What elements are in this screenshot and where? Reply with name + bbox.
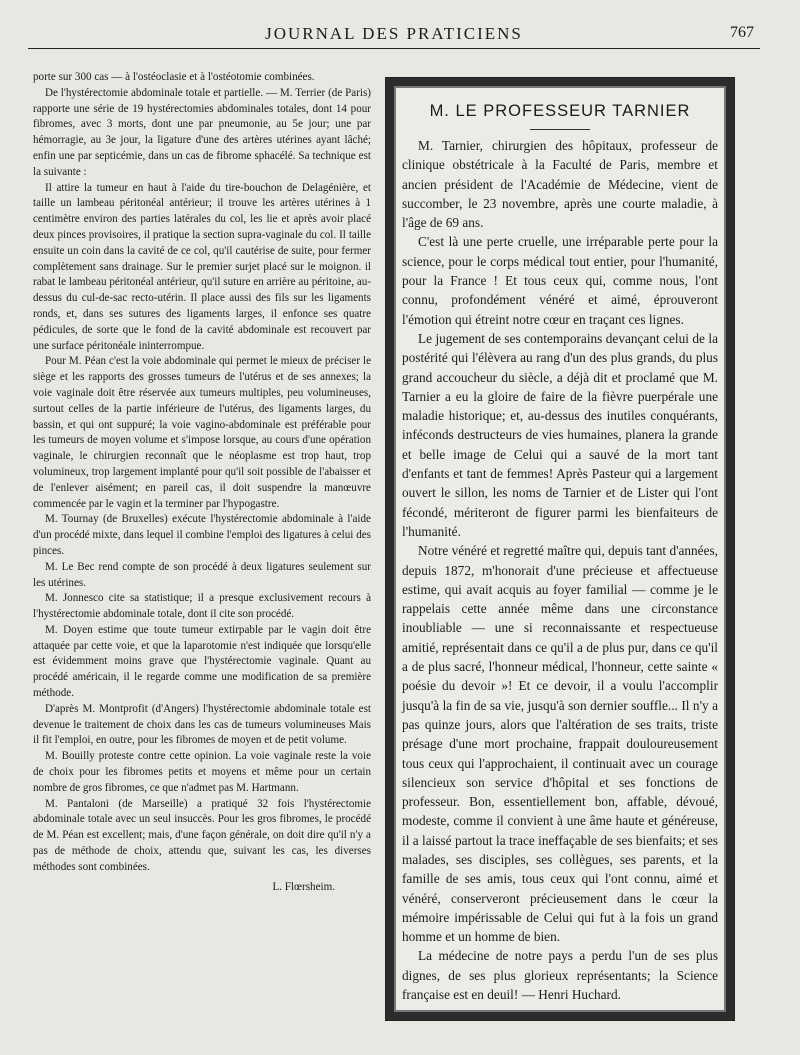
obituary-content xyxy=(402,92,718,1006)
article-paragraph: M. Doyen estime que toute tumeur extirpable par le vagin doit être attaquée par cette voie, et que la laparotomie n'est indiquée que lorsqu'elle est évidemment moins grave que l'hystérectomie vaginale. Quant au procédé américain, il le regarde comme une modification de sa première méthode. xyxy=(33,623,371,700)
article-paragraph: Pour M. Péan c'est la voie abdominale qui permet le mieux de préciser le siège et les rapports des grosses tumeurs de l'utérus et de ses annexes; la voie vaginale doit être réservée aux tumeurs multiples, peu volumineuses, surtout celles de la partie inférieure de l'utérus, des ligaments larges, du bassin, et qui ont suppuré; la voie vagino-abdominale est préférable pour les tumeurs de moyen volume et s'impose lorsque, au cours d'une opération vaginale, le chirurgien reconnaît que le néoplasme est trop haut, trop volumineux, trop largement implanté pour qu'il soit possible de l'abaisser et de l'enlever aisément; en pareil cas, il doit suspendre la manœuvre commencée par le vagin et la terminer par l'hypogastre. xyxy=(33,355,371,510)
obituary-paragraph: M. Tarnier, chirurgien des hôpitaux, professeur de clinique obstétricale à la Faculté de Paris, membre et ancien président de l'Académie de Médecine, vient de succomber, le 23 novembre, après une courte maladie, à l'âge de 69 ans. xyxy=(402,138,718,231)
article-paragraph: M. Jonnesco cite sa statistique; il a presque exclusivement recours à l'hystérectomie abdominale totale, dont il cite son procédé. xyxy=(33,592,371,621)
article-paragraph: M. Le Bec rend compte de son procédé à deux ligatures seulement sur les utérines. xyxy=(33,560,371,589)
obituary-paragraph: La médecine de notre pays a perdu l'un de ses plus dignes, de ses plus glorieux représentants; la Science française est en deuil! — Henri Huchard. xyxy=(402,948,718,1003)
obituary-paragraph: Notre vénéré et regretté maître qui, depuis tant d'années, depuis 1872, m'honorait d'une précieuse et affectueuse estime, qui avait acquis au foyer familial — comme je le rappelais cette année même dans une circonstance inoubliable — une si reconnaissante et respectueuse amitié, représentait dans ce qu'il a de plus pur, dans ce qu'il a de plus sacré, l'honneur médical, l'honneur, cette sainte « poésie du devoir »! Et ce devoir, il a voulu l'accomplir jusqu'à la fin de sa vie, jusqu'à son dernier souffle... Il n'y a pas quinze jours, alors que l'altération de ses traits, triste présage d'une mort prochaine, frappait douloureusement tous ceux qui l'approchaient, il continuait avec un courage silencieux son service d'hôpital et ses fonctions de professeur. Bon, essentiellement bon, affable, dévoué, modeste, comme il convient à une âme haute et généreuse, il a laissé partout la trace ineffaçable de ses bienfaits; et ses malades, ses disciples, ses collègues, ses parents, et la famille de ses amis, tous ceux qui l'ont connu, aimé et vénéré, conserveront précieusement dans le cœur la mémoire impérissable de Celui qui fut à la fois un grand homme et un homme de bien. xyxy=(402,543,718,945)
page-number: 767 xyxy=(730,24,754,41)
article-paragraph: D'après M. Montprofit (d'Angers) l'hystérectomie abdominale totale est devenue le traitement de choix dans les cas de tumeurs volumineuses Mais il fit l'emploi, en outre, pour les fibromes de moyen et de petit volume. xyxy=(33,702,371,747)
obituary-paragraph: C'est là une perte cruelle, une irréparable perte pour la science, pour le corps médical tout entier, pour l'humanité, pour la France ! Et tous ceux qui, comme nous, l'ont connu, profondément vénéré et aimé, éprouveront l'émotion qui étreint notre cœur en traçant ces lignes. xyxy=(402,234,718,327)
obituary-paragraph: Le jugement de ses contemporains devançant celui de la postérité qui l'élèvera au rang d'un des plus grands, du plus grand accoucheur du siècle, a déjà dit et proclamé que M. Tarnier a eu la gloire de faire de la fièvre puerpérale une maladie historique; et, au-dessus des inutiles conquérants, inféconds destructeurs de vies humaines, planera la grande et belle image de Celui qui a sauvé de la mort tant d'enfants et tant de femmes! Après Pasteur qui a largement ouvert le sillon, les noms de Tarnier et de Lister qui l'ont fécondé, mériteront de figurer parmi les bienfaiteurs de l'humanité. xyxy=(402,330,718,539)
article-paragraph: Il attire la tumeur en haut à l'aide du tire-bouchon de Delagénière, et taille un lambeau péritonéal antérieur; il trouve les artères utérines à 1 centimètre environ des parties latérales du col, les lie et après avoir placé deux pinces provisoires, il pratique la section supra-vaginale du col. Il taille ensuite un coin dans la cavité de ce col, qu'il cautérise de suite, pour fermer complètement sans drainage. Sur le premier surjet placé sur le moignon. il rabat le lambeau péritonéal antérieur, qu'il suture en arrière au péritoine, au-dessus du cul-de-sac recto-utérin. Il place aussi des fils sur les ligaments ronds, et, dans ses sutures des ligaments larges, il enfonce ses quatre pédicules, de sorte que le fond de la cavité abdominale est recouvert par une surface péritonéale ininterrompue. xyxy=(33,181,371,352)
running-title: JOURNAL DES PRATICIENS xyxy=(265,24,523,43)
article-paragraph: porte sur 300 cas — à l'ostéoclasie et à l'ostéotomie combinées. xyxy=(33,71,315,83)
article-signature: L. Flœrsheim. xyxy=(272,880,335,893)
obituary-box xyxy=(386,78,734,1020)
article-paragraph: M. Bouilly proteste contre cette opinion. La voie vaginale reste la voie de choix pour les fibromes petits et moyens et même pour un certain nombre de gros fibromes, ce que n'admet pas M. Hartmann. xyxy=(33,750,371,794)
article-paragraph: De l'hystérectomie abdominale totale et partielle. — M. Terrier (de Paris) rapporte une série de 19 hystérectomies abdominales totales, dont 14 pour fibromes, avec 3 morts, dont une par pneumonie, au 5e jour; une par hémorragie, au 3e jour, la ligature d'une des artères utérines ayant lâché; enfin une par septicémie, dans un cas de fibrome sphacélé. Sa technique est la suivante : xyxy=(33,86,371,178)
article-paragraph: M. Pantaloni (de Marseille) a pratiqué 32 fois l'hystérectomie abdominale totale avec un seul insuccès. Pour les gros fibromes, le procédé de M. Péan est excellent; mais, d'une façon générale, on doit dire qu'il n'y a pas de méthode de choix, attendu que, suivant les cas, les diverses méthodes sont combinées. xyxy=(33,797,371,873)
left-column-article xyxy=(33,70,371,1030)
title-divider xyxy=(530,129,590,130)
obituary-text xyxy=(402,136,718,1004)
page-header xyxy=(28,24,760,49)
article-paragraph: M. Tournay (de Bruxelles) exécute l'hystérectomie abdominale à l'aide d'un procédé mixte, dans lequel il combine l'emploi des ligatures à celui des pinces. xyxy=(33,513,371,557)
obituary-title: M. LE PROFESSEUR TARNIER xyxy=(429,102,691,120)
